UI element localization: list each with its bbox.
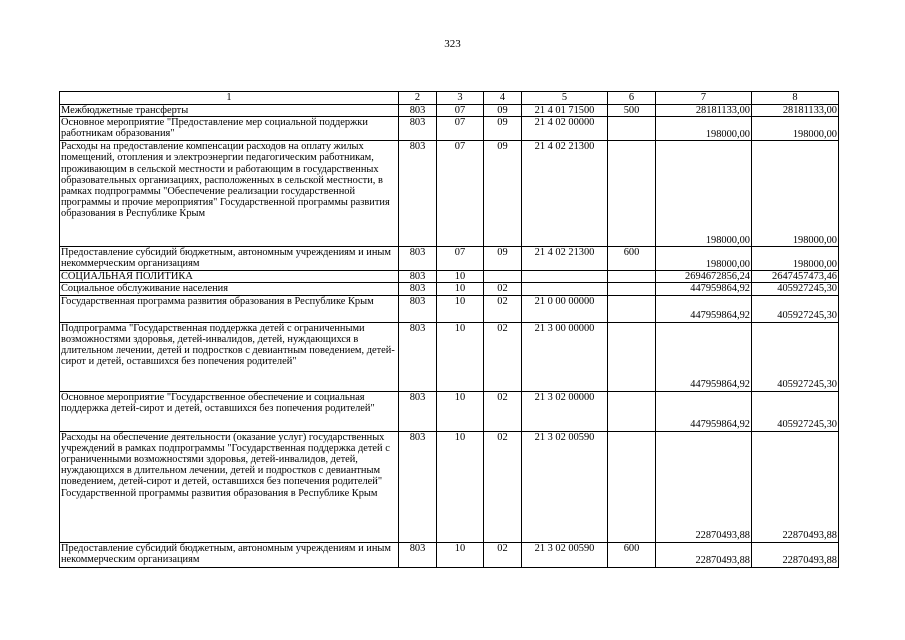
cell-amount-1: 2694672856,24: [656, 271, 752, 283]
cell-target-article: [522, 271, 608, 283]
cell-expense-type: [608, 391, 656, 431]
cell-amount-2: 198000,00: [752, 141, 839, 247]
cell-amount-2: 405927245,30: [752, 322, 839, 391]
page-number: 323: [444, 38, 461, 50]
cell-subsection: 02: [484, 322, 522, 391]
cell-subsection: [484, 271, 522, 283]
cell-expense-type: [608, 295, 656, 322]
cell-amount-2: 198000,00: [752, 117, 839, 141]
row-name: Подпрограмма "Государственная поддержка детей с ограниченными возможностями здоровья, детей-инвалидов, детей, нуждающихся в длительном лечении, детей и подростков с девиантным поведением, детей-сирот и детей, оставшихся без попечения родителей": [60, 322, 399, 391]
cell-section: 10: [437, 391, 484, 431]
table-row: [60, 141, 839, 247]
cell-amount-2: 28181133,00: [752, 105, 839, 117]
row-name: Расходы на обеспечение деятельности (оказание услуг) государственных учреждений в рамках подпрограммы "Государственная поддержка детей с ограниченными возможностями здоровья, детей-инвалидов, детей, нуждающихся в длительном лечении, детей и подростков с девиантным поведением, детей-сирот и детей, оставшихся без попечения родителей" Государственной программы развития образования в Республике Крым: [60, 431, 399, 542]
cell-ministry: 803: [399, 141, 437, 247]
cell-amount-2: 405927245,30: [752, 283, 839, 295]
cell-ministry: 803: [399, 295, 437, 322]
cell-section: 10: [437, 283, 484, 295]
cell-expense-type: 500: [608, 105, 656, 117]
column-header: 7: [656, 92, 752, 105]
cell-ministry: 803: [399, 117, 437, 141]
cell-section: 07: [437, 141, 484, 247]
column-header: 4: [484, 92, 522, 105]
cell-target-article: 21 4 02 21300: [522, 247, 608, 271]
column-header: 3: [437, 92, 484, 105]
cell-expense-type: [608, 283, 656, 295]
row-name: Государственная программа развития образования в Республике Крым: [60, 295, 399, 322]
cell-expense-type: [608, 117, 656, 141]
cell-amount-1: 447959864,92: [656, 283, 752, 295]
cell-section: 10: [437, 322, 484, 391]
cell-subsection: 02: [484, 295, 522, 322]
cell-amount-1: 22870493,88: [656, 431, 752, 542]
cell-target-article: 21 3 02 00000: [522, 391, 608, 431]
table-row: [60, 431, 839, 542]
table-row: [60, 271, 839, 283]
cell-section: 10: [437, 542, 484, 567]
row-name: Основное мероприятие "Государственное обеспечение и социальная поддержка детей-сирот и детей, оставшихся без попечения родителей": [60, 391, 399, 431]
table-row: [60, 117, 839, 141]
cell-expense-type: [608, 141, 656, 247]
column-header: 5: [522, 92, 608, 105]
cell-ministry: 803: [399, 322, 437, 391]
table-row: [60, 105, 839, 117]
table-row: [60, 295, 839, 322]
table-row: [60, 283, 839, 295]
cell-amount-2: 22870493,88: [752, 542, 839, 567]
cell-section: 10: [437, 271, 484, 283]
cell-expense-type: [608, 322, 656, 391]
cell-subsection: 09: [484, 117, 522, 141]
cell-amount-1: 198000,00: [656, 141, 752, 247]
row-name: Межбюджетные трансферты: [60, 105, 399, 117]
cell-target-article: 21 4 02 00000: [522, 117, 608, 141]
cell-target-article: 21 3 00 00000: [522, 322, 608, 391]
cell-target-article: 21 0 00 00000: [522, 295, 608, 322]
cell-expense-type: [608, 271, 656, 283]
cell-amount-2: 2647457473,46: [752, 271, 839, 283]
row-name: Предоставление субсидий бюджетным, автономным учреждениям и иным некоммерческим организациям: [60, 542, 399, 567]
cell-amount-1: 28181133,00: [656, 105, 752, 117]
row-name: Предоставление субсидий бюджетным, автономным учреждениям и иным некоммерческим организациям: [60, 247, 399, 271]
cell-target-article: [522, 283, 608, 295]
table-header-row: [60, 92, 839, 105]
cell-subsection: 02: [484, 283, 522, 295]
cell-target-article: 21 4 02 21300: [522, 141, 608, 247]
cell-section: 07: [437, 117, 484, 141]
cell-subsection: 02: [484, 391, 522, 431]
table-row: [60, 542, 839, 567]
cell-amount-1: 447959864,92: [656, 391, 752, 431]
cell-expense-type: 600: [608, 247, 656, 271]
cell-ministry: 803: [399, 105, 437, 117]
cell-amount-1: 447959864,92: [656, 295, 752, 322]
column-header: 2: [399, 92, 437, 105]
cell-ministry: 803: [399, 542, 437, 567]
cell-amount-1: 198000,00: [656, 247, 752, 271]
cell-amount-2: 198000,00: [752, 247, 839, 271]
cell-amount-2: 405927245,30: [752, 295, 839, 322]
cell-subsection: 09: [484, 247, 522, 271]
budget-table: [59, 91, 839, 568]
row-name: СОЦИАЛЬНАЯ ПОЛИТИКА: [60, 271, 399, 283]
cell-subsection: 02: [484, 431, 522, 542]
cell-section: 10: [437, 431, 484, 542]
cell-subsection: 09: [484, 141, 522, 247]
cell-section: 10: [437, 295, 484, 322]
cell-amount-1: 22870493,88: [656, 542, 752, 567]
cell-section: 07: [437, 105, 484, 117]
cell-target-article: 21 3 02 00590: [522, 542, 608, 567]
cell-ministry: 803: [399, 431, 437, 542]
row-name: Расходы на предоставление компенсации расходов на оплату жилых помещений, отопления и электроэнергии педагогическим работникам, проживающим в сельской местности и работающим в государственных образовательных организациях, расположенных в сельской местности, в рамках подпрограммы "Обеспечение реализации государственной программы и прочие мероприятия" Государственной программы развития образования в Республике Крым: [60, 141, 399, 247]
cell-ministry: 803: [399, 283, 437, 295]
cell-amount-1: 198000,00: [656, 117, 752, 141]
cell-expense-type: 600: [608, 542, 656, 567]
row-name: Социальное обслуживание населения: [60, 283, 399, 295]
cell-ministry: 803: [399, 247, 437, 271]
cell-ministry: 803: [399, 391, 437, 431]
cell-subsection: 02: [484, 542, 522, 567]
column-header: 8: [752, 92, 839, 105]
cell-ministry: 803: [399, 271, 437, 283]
cell-section: 07: [437, 247, 484, 271]
cell-target-article: 21 4 01 71500: [522, 105, 608, 117]
table-row: [60, 391, 839, 431]
column-header: 1: [60, 92, 399, 105]
cell-amount-2: 405927245,30: [752, 391, 839, 431]
row-name: Основное мероприятие "Предоставление мер социальной поддержки работникам образования": [60, 117, 399, 141]
cell-subsection: 09: [484, 105, 522, 117]
cell-expense-type: [608, 431, 656, 542]
table-row: [60, 247, 839, 271]
column-header: 6: [608, 92, 656, 105]
cell-target-article: 21 3 02 00590: [522, 431, 608, 542]
cell-amount-2: 22870493,88: [752, 431, 839, 542]
cell-amount-1: 447959864,92: [656, 322, 752, 391]
table-row: [60, 322, 839, 391]
